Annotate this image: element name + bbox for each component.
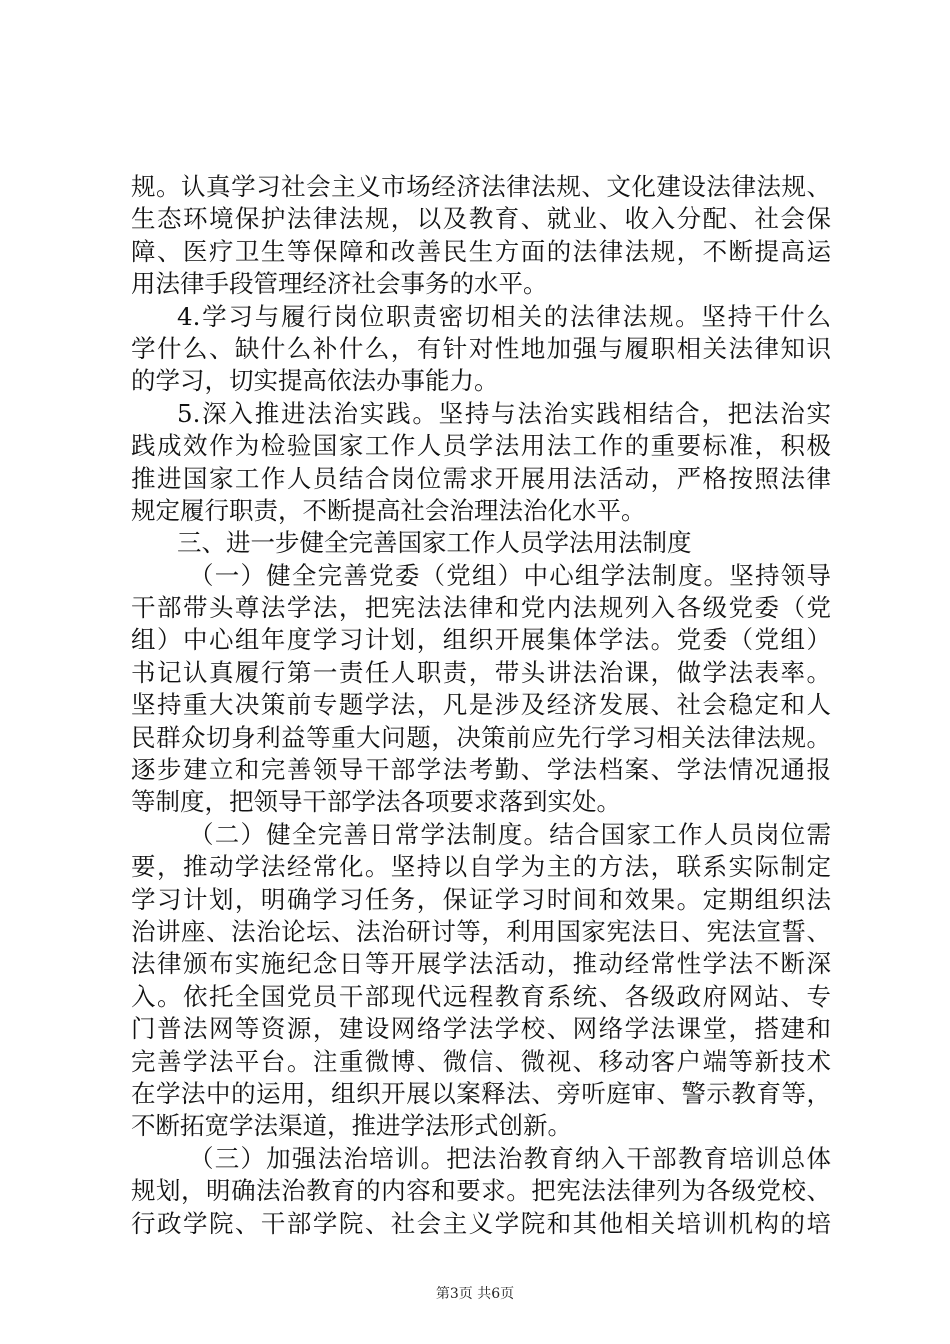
text-line: 规定履行职责，不断提高社会治理法治化水平。: [131, 495, 646, 525]
text-line: 4.学习与履行岗位职责密切相关的法律法规。坚持干什么: [177, 301, 831, 331]
text-line: 坚持重大决策前专题学法，凡是涉及经济发展、社会稳定和人: [131, 690, 831, 720]
text-line: （三）加强法治培训。把法治教育纳入干部教育培训总体: [189, 1143, 831, 1173]
text-line: 治讲座、法治论坛、法治研讨等，利用国家宪法日、宪法宣誓、: [131, 916, 831, 946]
document-body: [131, 171, 831, 1240]
text-line: 不断拓宽学法渠道，推进学法形式创新。: [131, 1111, 572, 1141]
text-line: 民群众切身利益等重大问题，决策前应先行学习相关法律法规。: [131, 722, 831, 752]
text-line: （一）健全完善党委（党组）中心组学法制度。坚持领导: [189, 560, 831, 590]
text-line: 行政学院、干部学院、社会主义学院和其他相关培训机构的培: [131, 1208, 831, 1238]
text-line: 逐步建立和完善领导干部学法考勤、学法档案、学法情况通报: [131, 755, 831, 785]
text-line: 用法律手段管理经济社会事务的水平。: [131, 269, 548, 299]
text-line: 障、医疗卫生等保障和改善民生方面的法律法规，不断提高运: [131, 236, 831, 266]
text-line: 干部带头尊法学法，把宪法法律和党内法规列入各级党委（党: [131, 593, 831, 623]
text-line: 完善学法平台。注重微博、微信、微视、移动客户端等新技术: [131, 1046, 831, 1076]
text-line: 学习计划，明确学习任务，保证学习时间和效果。定期组织法: [131, 884, 831, 914]
text-line: 推进国家工作人员结合岗位需求开展用法活动，严格按照法律: [131, 463, 831, 493]
text-line: 等制度，把领导干部学法各项要求落到实处。: [131, 787, 621, 817]
text-line: 学什么、缺什么补什么，有针对性地加强与履职相关法律知识: [131, 333, 831, 363]
text-line: 入。依托全国党员干部现代远程教育系统、各级政府网站、专: [131, 981, 831, 1011]
text-line: 践成效作为检验国家工作人员学法用法工作的重要标准，积极: [131, 431, 831, 461]
text-line: 要，推动学法经常化。坚持以自学为主的方法，联系实际制定: [131, 852, 831, 882]
text-line: 规划，明确法治教育的内容和要求。把宪法法律列为各级党校、: [131, 1176, 831, 1206]
text-line: 生态环境保护法律法规，以及教育、就业、收入分配、社会保: [131, 204, 831, 234]
text-line: 法律颁布实施纪念日等开展学法活动，推动经常性学法不断深: [131, 949, 831, 979]
text-line: 组）中心组年度学习计划，组织开展集体学法。党委（党组）: [131, 625, 831, 655]
text-line: 5.深入推进法治实践。坚持与法治实践相结合，把法治实: [177, 398, 831, 428]
text-line: 在学法中的运用，组织开展以案释法、旁听庭审、警示教育等，: [131, 1078, 831, 1108]
text-line: 的学习，切实提高依法办事能力。: [131, 366, 499, 396]
page-number-footer: 第3页 共6页: [435, 1286, 515, 1302]
text-line: 门普法网等资源，建设网络学法学校、网络学法课堂，搭建和: [131, 1014, 831, 1044]
text-line: 规。认真学习社会主义市场经济法律法规、文化建设法律法规、: [131, 172, 831, 201]
text-line: （二）健全完善日常学法制度。结合国家工作人员岗位需: [189, 819, 831, 849]
text-line: 三、进一步健全完善国家工作人员学法用法制度: [177, 528, 692, 558]
text-line: 书记认真履行第一责任人职责，带头讲法治课，做学法表率。: [131, 657, 831, 687]
